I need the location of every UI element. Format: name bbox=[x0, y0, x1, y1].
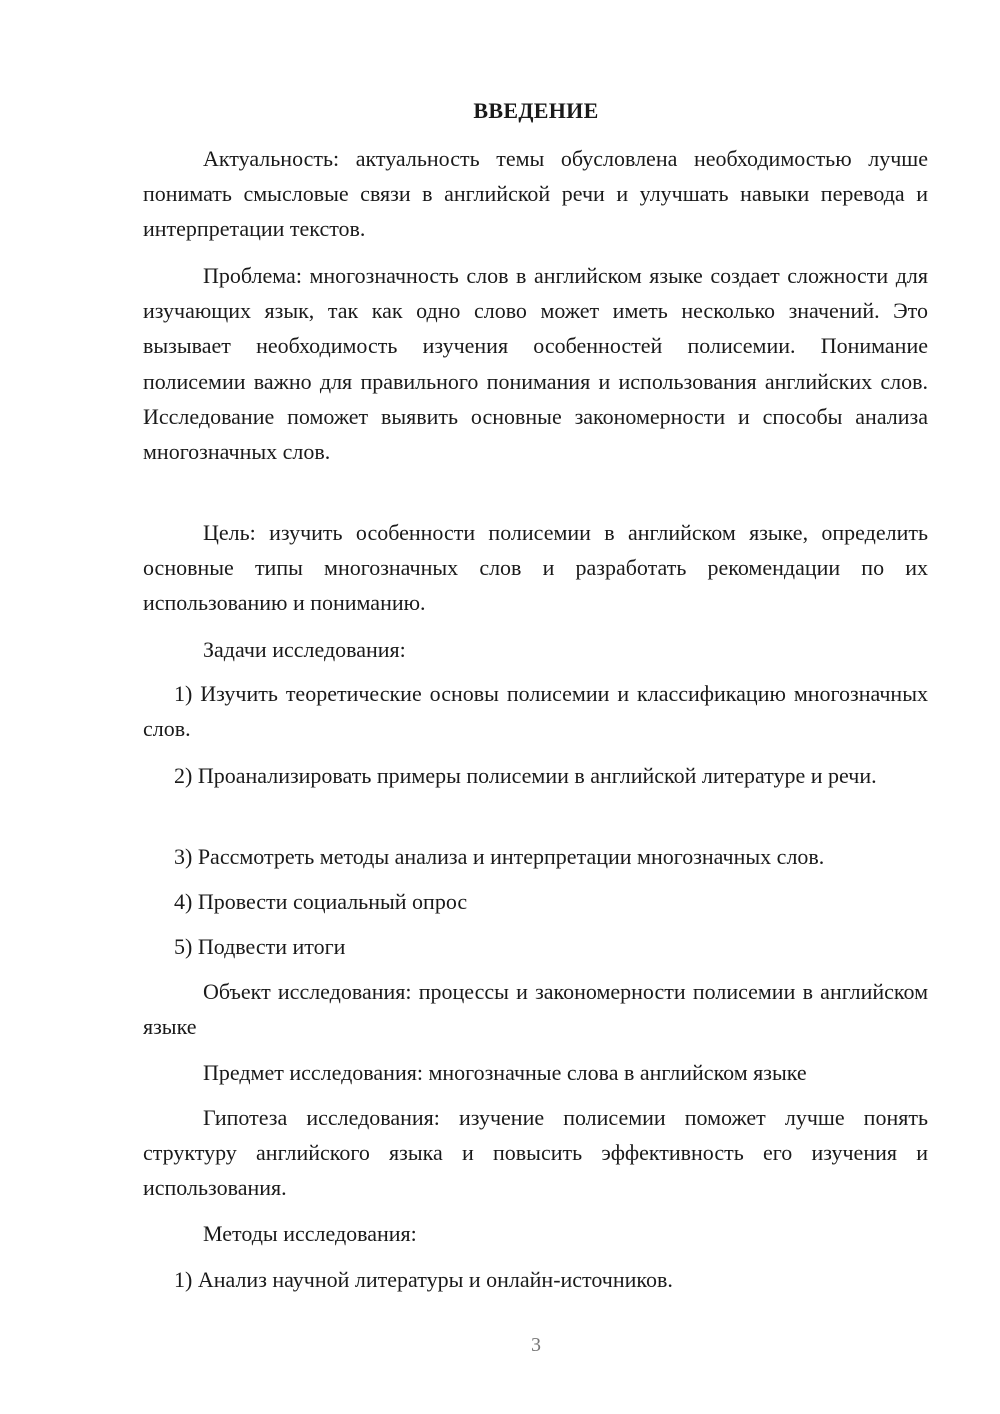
task-item-2: 2) Проанализировать примеры полисемии в английской литературе и речи. bbox=[174, 763, 877, 788]
paragraph-object: Объект исследования: процессы и закономерности полисемии в английском языке bbox=[143, 979, 928, 1040]
methods-heading: Методы исследования: bbox=[203, 1221, 417, 1246]
task-item-3: 3) Рассмотреть методы анализа и интерпретации многозначных слов. bbox=[174, 844, 825, 869]
paragraph-subject: Предмет исследования: многозначные слова в английском языке bbox=[203, 1060, 807, 1085]
task-item-1: 1) Изучить теоретические основы полисемии и классификацию многозначных слов. bbox=[143, 681, 928, 742]
task-item-4: 4) Провести социальный опрос bbox=[174, 889, 468, 914]
paragraph-problem: Проблема: многозначность слов в английском языке создает сложности для изучающих язык, так как одно слово может иметь несколько значений. Это вызывает необходимость изучения особенностей полисемии. Понимание полисемии важно для правильного понимания и использования английских слов. Исследование поможет выявить основные закономерности и способы анализа многозначных слов. bbox=[143, 263, 928, 465]
method-item-1: 1) Анализ научной литературы и онлайн-источников. bbox=[174, 1267, 673, 1292]
tasks-heading: Задачи исследования: bbox=[203, 637, 406, 662]
paragraph-relevance: Актуальность: актуальность темы обусловлена необходимостью лучше понимать смысловые связи в английской речи и улучшать навыки перевода и интерпретации текстов. bbox=[143, 146, 928, 242]
paragraph-goal: Цель: изучить особенности полисемии в английском языке, определить основные типы многозначных слов и разработать рекомендации по их использованию и пониманию. bbox=[143, 520, 928, 616]
page-title: ВВЕДЕНИЕ bbox=[473, 98, 599, 123]
page-number: 3 bbox=[531, 1334, 541, 1356]
task-item-5: 5) Подвести итоги bbox=[174, 934, 346, 959]
paragraph-hypothesis: Гипотеза исследования: изучение полисемии поможет лучше понять структуру английского языка и повысить эффективность его изучения и использования. bbox=[143, 1105, 928, 1201]
